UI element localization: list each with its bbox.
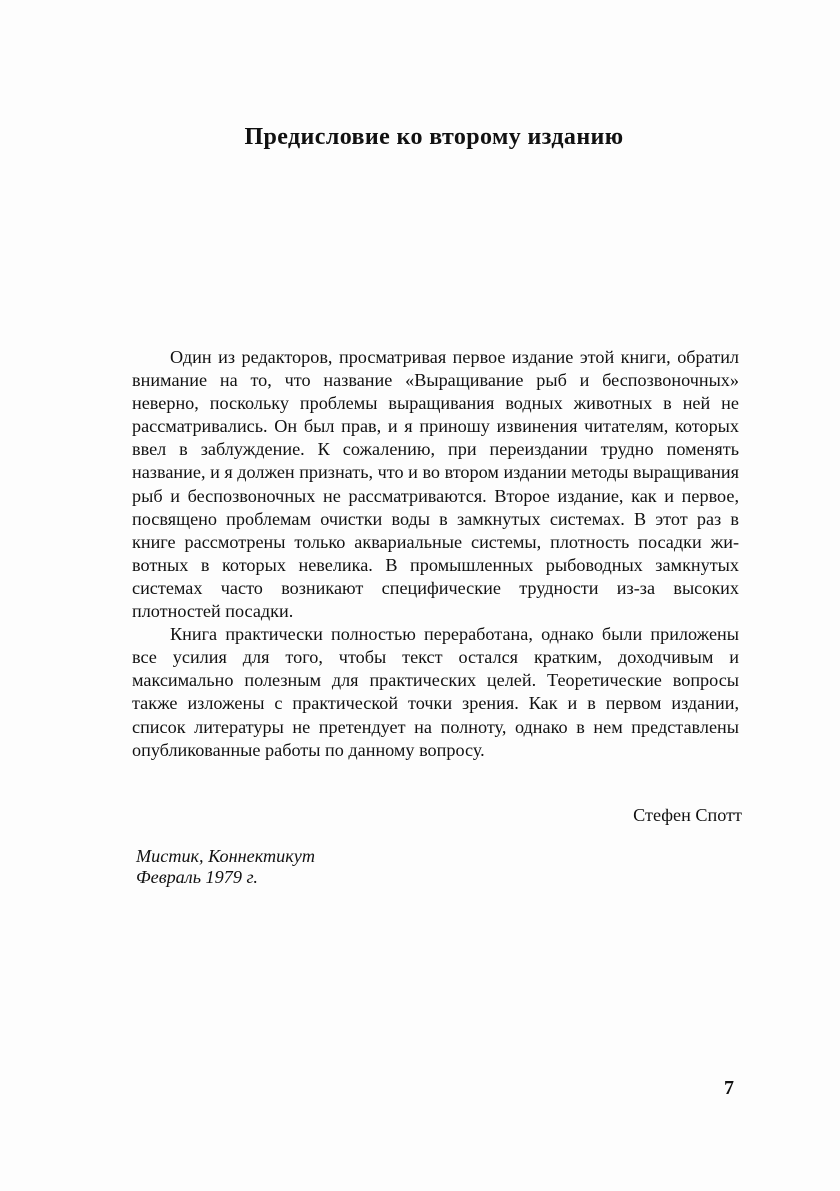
paragraph-2: Книга практически полностью переработана, однако были приложены все усилия для того, чтобы текст остался кратким, доходчивым и максимально полезным для практических целей. Теоретические вопросы также изложены с практической точки зрения. Как и в первом издании, список литературы не претендует на полноту, однако в нем представлены опубликованные работы по данному вопросу.	[132, 624, 739, 760]
preface-body	[132, 346, 739, 762]
paragraph-1: Один из редакторов, просматривая первое издание этой книги, обратил внимание на то, что название «Выращивание рыб и беспозвоночных» неверно, поскольку проблемы выращивания водных животных в ней не рассматривались. Он был прав, и я приношу извинения читателям, которых ввел в заблуждение. К сожалению, при переиздании трудно поменять название, и я должен признать, что и во втором издании методы выращивания рыб и беспозвоночных не рассматриваются. Второе издание, как и первое, посвящено проблемам очистки воды в замкнутых системах. В этот раз в книге рассмотрены только аквариальные системы, плотность посадки животных в которых невелика. В промышленных рыбоводных замкнутых системах часто возникают специфические трудности из-за высоких плотностей посадки.	[132, 347, 739, 622]
page-title: Предисловие ко второму изданию	[244, 124, 624, 150]
place-date-block	[136, 846, 315, 888]
author-signature: Стефен Спотт	[633, 805, 742, 825]
place-line: Мистик, Коннектикут	[136, 846, 315, 866]
page-number: 7	[724, 1077, 734, 1099]
date-line: Февраль 1979 г.	[136, 867, 258, 887]
